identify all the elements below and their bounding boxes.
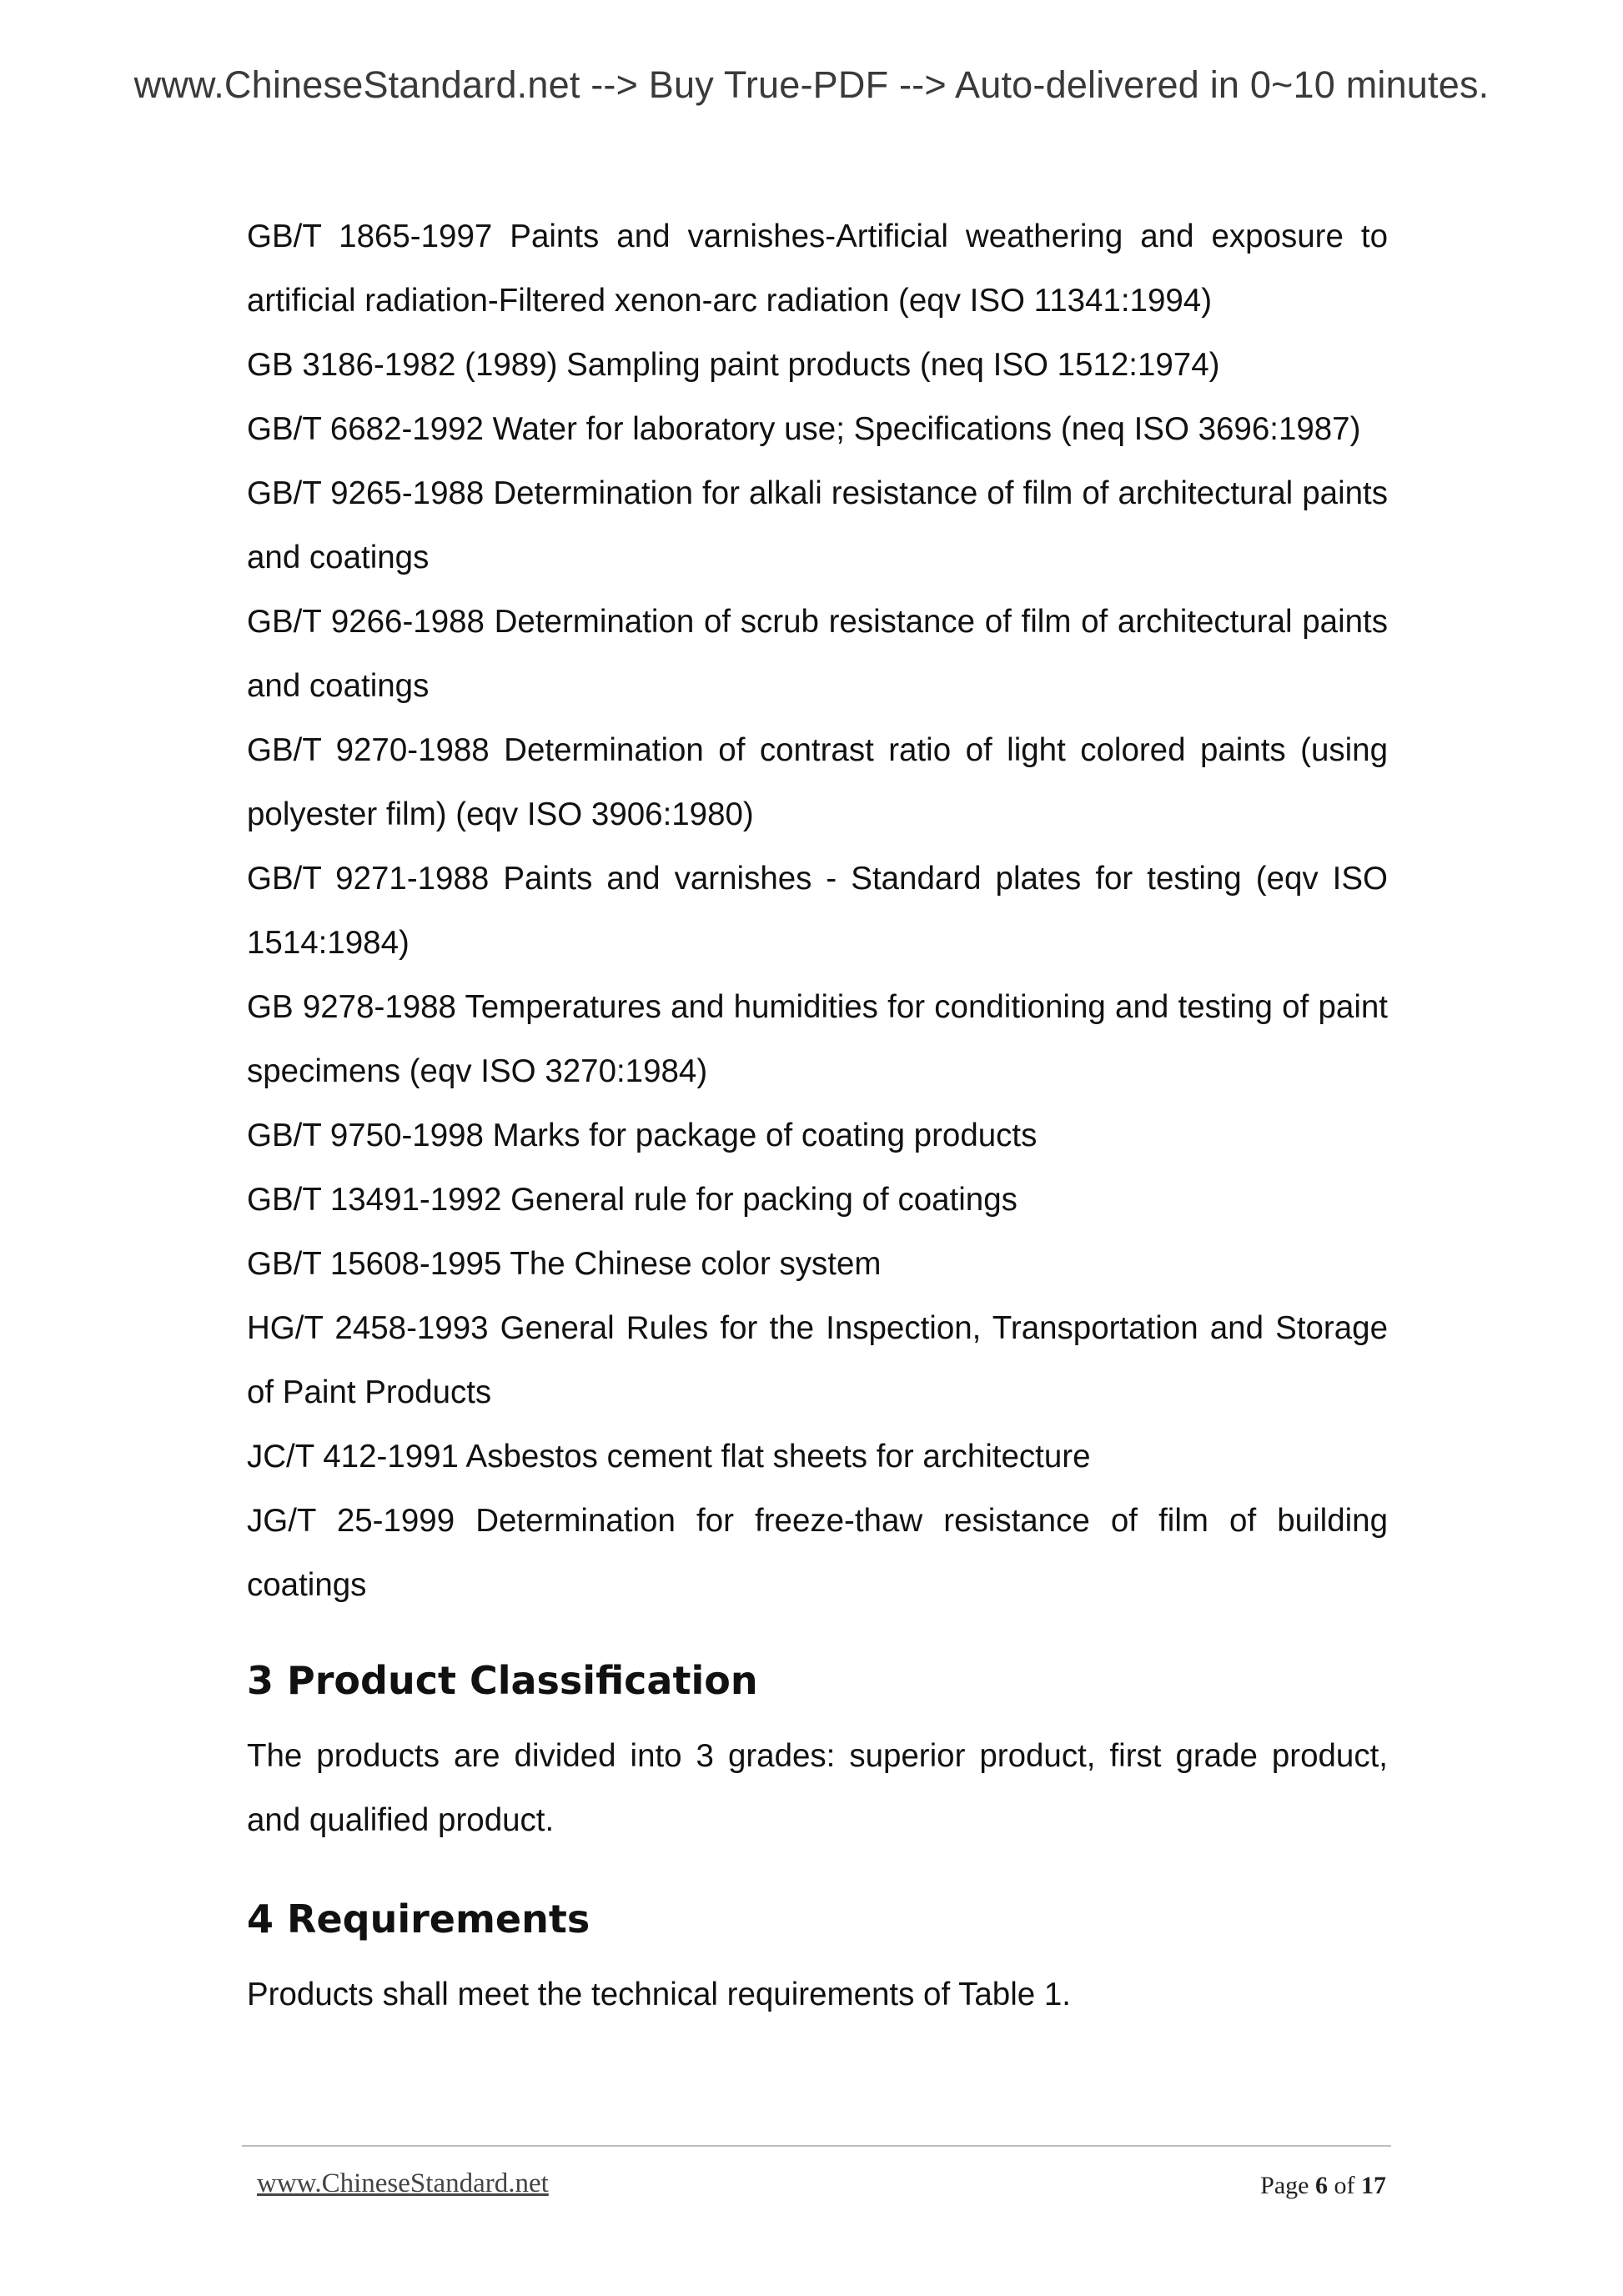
- reference-item: GB/T 1865-1997 Paints and varnishes-Artificial weathering and exposure to artificial radiation-Filtered xenon-arc radiation (eqv ISO 11341:1994): [247, 219, 1388, 319]
- reference-item: GB/T 6682-1992 Water for laboratory use; Specifications (neq ISO 3696:1987): [247, 411, 1361, 447]
- page-total: 17: [1361, 2172, 1386, 2199]
- requirements-paragraph: Products shall meet the technical requirements of Table 1.: [247, 1977, 1071, 2012]
- header-banner: www.ChineseStandard.net --> Buy True-PDF --> Auto-delivered in 0~10 minutes.: [133, 63, 1490, 106]
- page-separator: of: [1328, 2172, 1361, 2199]
- page-prefix: Page: [1260, 2172, 1315, 2199]
- reference-item: GB/T 9750-1998 Marks for package of coating products: [247, 1118, 1038, 1153]
- footer-site-link[interactable]: www.ChineseStandard.net: [257, 2168, 549, 2198]
- page-content: [247, 204, 1388, 2027]
- reference-item: GB 3186-1982 (1989) Sampling paint products (neq ISO 1512:1974): [247, 347, 1220, 383]
- reference-item: JC/T 412-1991 Asbestos cement flat sheets for architecture: [247, 1439, 1091, 1475]
- reference-item: GB/T 9266-1988 Determination of scrub resistance of film of architectural paints and coatings: [247, 604, 1388, 704]
- reference-item: GB/T 9265-1988 Determination for alkali resistance of film of architectural paints and coatings: [247, 475, 1388, 575]
- classification-paragraph: The products are divided into 3 grades: superior product, first grade product, and qualified product.: [247, 1738, 1388, 1838]
- reference-item: GB/T 13491-1992 General rule for packing of coatings: [247, 1182, 1018, 1218]
- reference-item: GB/T 9270-1988 Determination of contrast ratio of light colored paints (using polyester film) (eqv ISO 3906:1980): [247, 732, 1388, 832]
- page-current: 6: [1315, 2172, 1328, 2199]
- normative-references-list: [247, 204, 1388, 1617]
- reference-item: JG/T 25-1999 Determination for freeze-thaw resistance of film of building coatings: [247, 1503, 1388, 1603]
- reference-item: GB/T 9271-1988 Paints and varnishes - Standard plates for testing (eqv ISO 1514:1984): [247, 861, 1388, 961]
- footer-divider: [242, 2145, 1391, 2147]
- reference-item: HG/T 2458-1993 General Rules for the Inspection, Transportation and Storage of Paint Products: [247, 1310, 1388, 1410]
- page-number: [1260, 2172, 1386, 2200]
- section-heading-classification: 3 Product Classification: [247, 1658, 758, 1703]
- reference-item: GB 9278-1988 Temperatures and humidities for conditioning and testing of paint specimens (eqv ISO 3270:1984): [247, 989, 1388, 1089]
- section-heading-requirements: 4 Requirements: [247, 1897, 590, 1942]
- reference-item: GB/T 15608-1995 The Chinese color system: [247, 1246, 882, 1282]
